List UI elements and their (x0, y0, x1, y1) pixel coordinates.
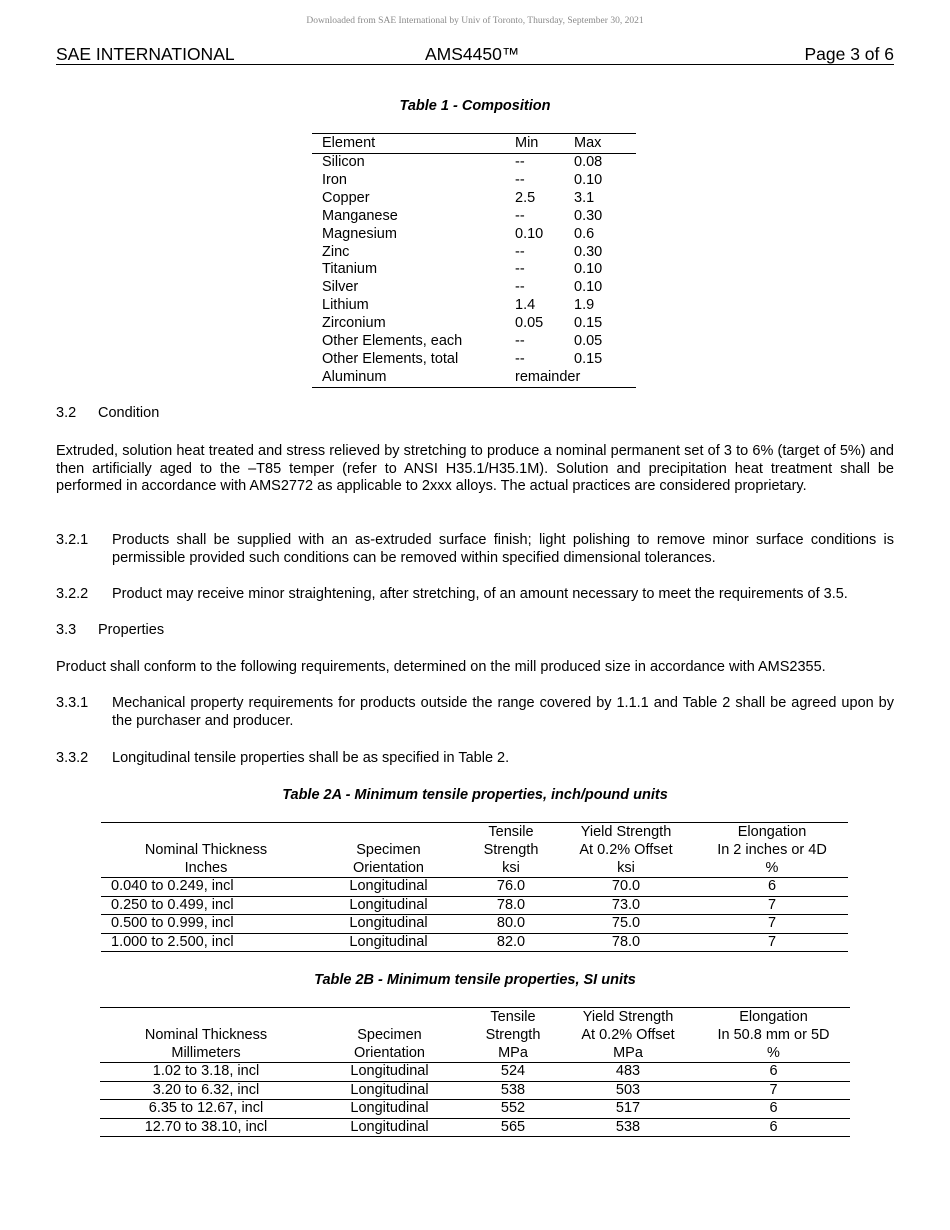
table-header-row: Inches Orientation ksi ksi % (101, 859, 848, 878)
column-header: Max (574, 134, 636, 154)
paragraph-number: 3.2.1 (56, 532, 89, 548)
table-row: 12.70 to 38.10, incl Longitudinal 565 538 6 (100, 1118, 850, 1137)
paragraph-number: 3.3.2 (56, 750, 89, 766)
tensile-table-inch (101, 822, 848, 952)
section-number: 3.3 (56, 622, 77, 638)
table-row: Silver -- 0.10 (322, 279, 603, 296)
table-row: 0.250 to 0.499, incl Longitudinal 78.0 73.0 7 (101, 896, 848, 915)
paragraph-number: 3.3.1 (56, 695, 89, 711)
table-header-row (312, 134, 636, 154)
table2b-caption: Table 2B - Minimum tensile properties, SI units (314, 972, 636, 988)
table-row: Other Elements, each -- 0.05 (322, 333, 603, 350)
paragraph-3-2-1 (56, 532, 894, 567)
section-3-3-heading (56, 622, 164, 638)
paragraph-text: Longitudinal tensile properties shall be as specified in Table 2. (112, 750, 510, 766)
paragraph-3-3-1 (56, 695, 894, 730)
table1-caption: Table 1 - Composition (399, 98, 551, 114)
section-3-2-heading (56, 405, 159, 421)
publisher-name: SAE INTERNATIONAL (56, 44, 235, 64)
tensile-table-si (100, 1007, 850, 1137)
section-number: 3.2 (56, 405, 77, 421)
table-row: 0.500 to 0.999, incl Longitudinal 80.0 75.0 7 (101, 915, 848, 934)
table-row: Silicon -- 0.08 (322, 154, 603, 170)
table-row: 1.02 to 3.18, incl Longitudinal 524 483 6 (100, 1063, 850, 1082)
table-header-row: Tensile Yield Strength Elongation (100, 1008, 850, 1027)
paragraph-3-2: Extruded, solution heat treated and stress relieved by stretching to produce a nominal permanent set of 3 to 6% (target of 5%) and then artificially aged to the –T85 temper (refer to ANSI H35.1/H35.1M). Solution and precipitation heat treatment shall be performed in accordance with AMS2772 as applicable to 2xxx alloys. The actual practices are considered proprietary. (56, 443, 894, 494)
table2a-caption: Table 2A - Minimum tensile properties, inch/pound units (282, 787, 668, 803)
table-row: 1.000 to 2.500, incl Longitudinal 82.0 78.0 7 (101, 933, 848, 952)
table-row: 6.35 to 12.67, incl Longitudinal 552 517 6 (100, 1100, 850, 1119)
paragraph-3-3: Product shall conform to the following requirements, determined on the mill produced size in accordance with AMS2355. (56, 659, 826, 675)
table-row: Iron -- 0.10 (322, 171, 603, 188)
table-row: 3.20 to 6.32, incl Longitudinal 538 503 7 (100, 1081, 850, 1100)
table-row: 0.040 to 0.249, incl Longitudinal 76.0 70.0 6 (101, 878, 848, 897)
section-title: Properties (98, 622, 165, 638)
table-row: Magnesium 0.10 0.6 (322, 225, 595, 242)
table-header-row: Millimeters Orientation MPa MPa % (100, 1044, 850, 1063)
table-row: Aluminum remainder (312, 369, 636, 387)
table-row: Manganese -- 0.30 (322, 207, 603, 224)
table-row: Zirconium 0.05 0.15 (322, 315, 603, 332)
table-header-row: Nominal Thickness Specimen Strength At 0.2% Offset In 2 inches or 4D (144, 842, 827, 858)
table-row: Copper 2.5 3.1 (322, 189, 595, 206)
paragraph-text: Product may receive minor straightening, after stretching, of an amount necessary to meet the requirements of 3.5. (112, 586, 848, 602)
paragraph-3-3-2 (56, 750, 894, 768)
table-header-row: Tensile Yield Strength Elongation (101, 823, 848, 842)
paragraph-number: 3.2.2 (56, 586, 89, 602)
paragraph-text: Products shall be supplied with an as-extruded surface finish; light polishing to remove minor surface conditions is permissible provided such conditions can be removed within specified dimensional tolerances. (112, 532, 894, 566)
download-watermark: Downloaded from SAE International by Univ of Toronto, Thursday, September 30, 2021 (306, 16, 644, 26)
table-row: Zinc -- 0.30 (322, 243, 603, 260)
table-row: Titanium -- 0.10 (322, 261, 603, 278)
column-header: Min (515, 134, 574, 154)
table-header-row: Nominal Thickness Specimen Strength At 0.2% Offset In 50.8 mm or 5D (144, 1027, 830, 1043)
table-row: Other Elements, total -- 0.15 (322, 350, 603, 367)
paragraph-text: Mechanical property requirements for products outside the range covered by 1.1.1 and Table 2 shall be agreed upon by the purchaser and producer. (112, 695, 894, 729)
column-header: Element (312, 134, 515, 154)
page-header (56, 44, 894, 65)
composition-table (312, 133, 636, 388)
paragraph-3-2-2 (56, 586, 894, 604)
table-row: Lithium 1.4 1.9 (322, 297, 595, 314)
document-number: AMS4450™ (425, 44, 520, 64)
page-number: Page 3 of 6 (804, 44, 894, 64)
section-title: Condition (98, 405, 160, 421)
